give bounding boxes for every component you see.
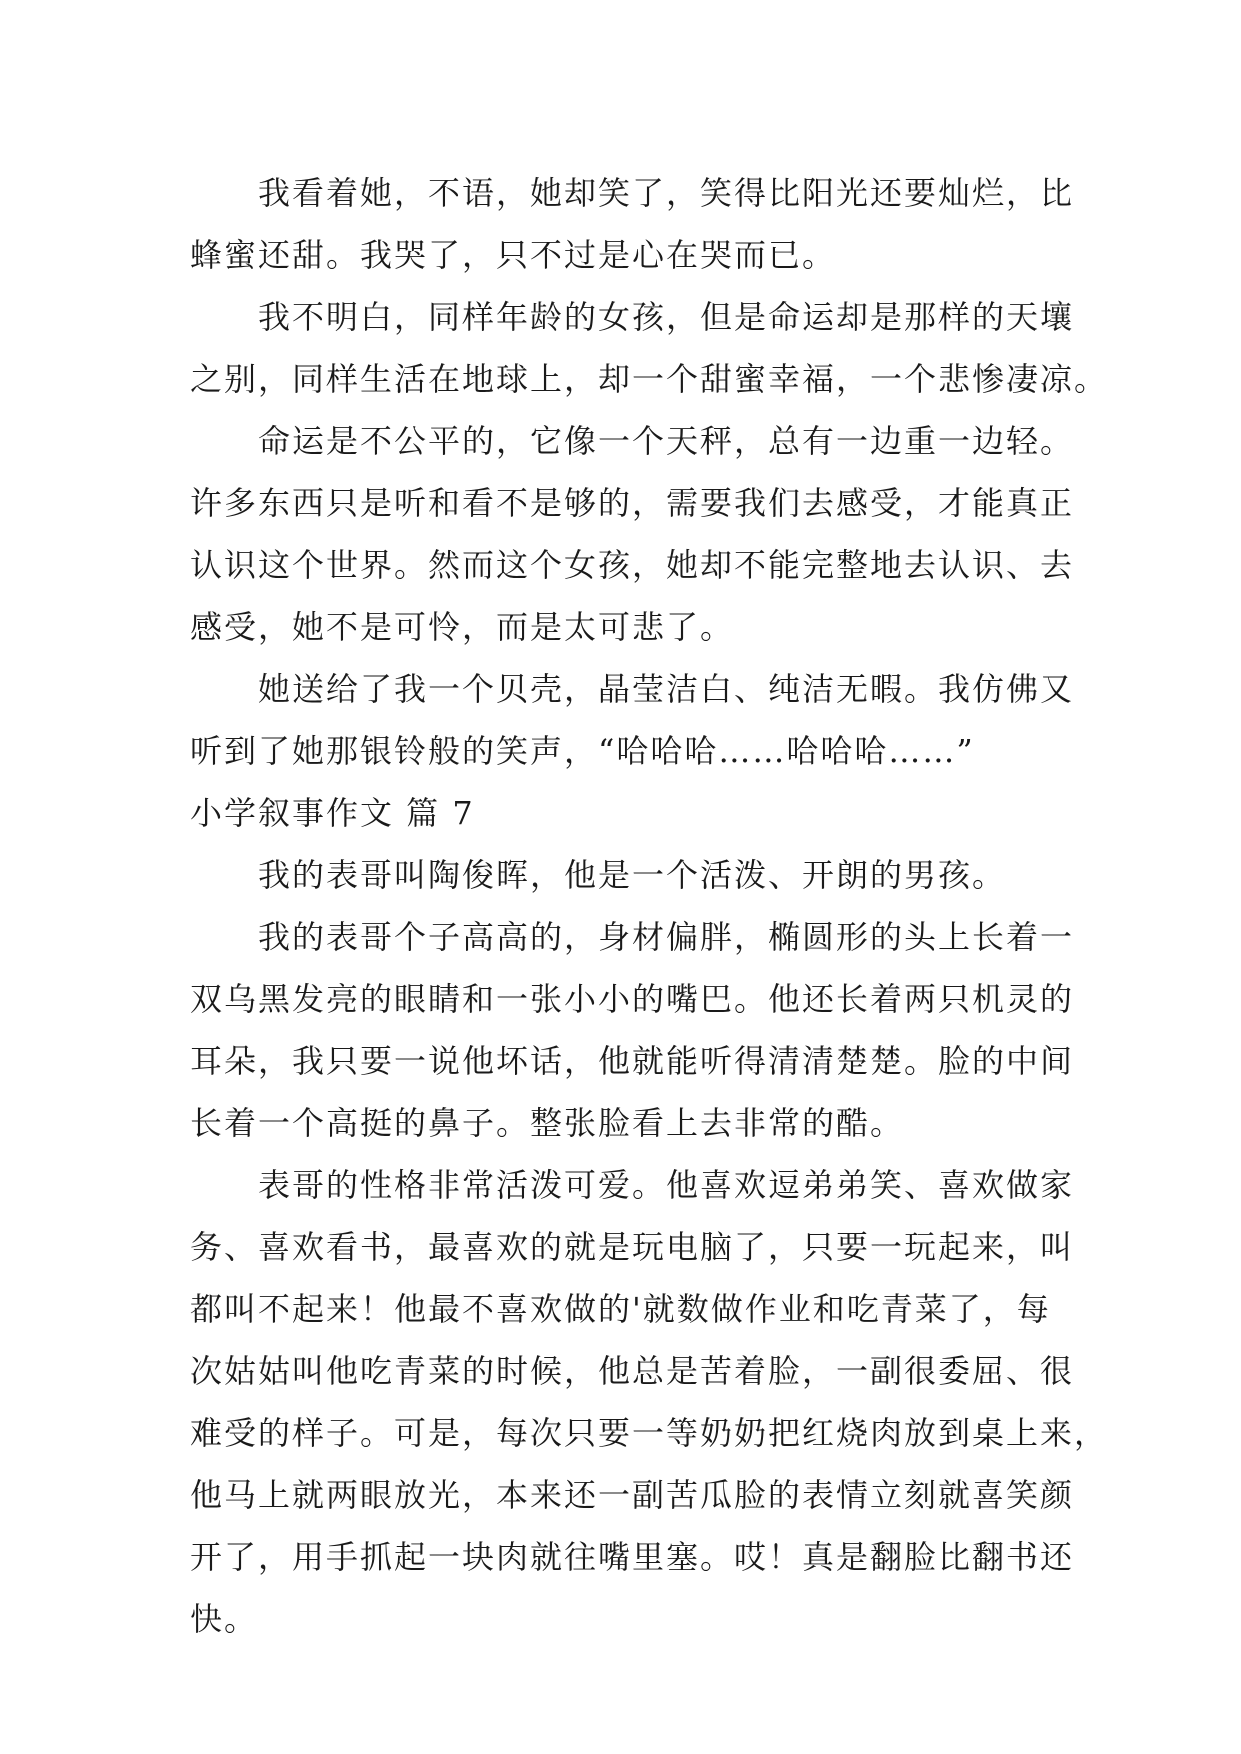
text-line: 我看着她，不语，她却笑了，笑得比阳光还要灿烂，比 bbox=[258, 174, 1075, 212]
text-line: 他马上就两眼放光，本来还一副苦瓜脸的表情立刻就喜笑颜 bbox=[190, 1476, 1075, 1514]
text-line: 听到了她那银铃般的笑声，“哈哈哈……哈哈哈……” bbox=[190, 732, 975, 770]
text-line: 我不明白，同样年龄的女孩，但是命运却是那样的天壤 bbox=[258, 298, 1075, 336]
text-line: 我的表哥个子高高的，身材偏胖，椭圆形的头上长着一 bbox=[258, 918, 1075, 956]
text-line: 命运是不公平的，它像一个天秤，总有一边重一边轻。 bbox=[258, 422, 1075, 460]
text-line: 耳朵，我只要一说他坏话，他就能听得清清楚楚。脸的中间 bbox=[190, 1042, 1075, 1080]
text-line: 之别，同样生活在地球上，却一个甜蜜幸福，一个悲惨凄凉。 bbox=[190, 360, 1109, 398]
text-line: 认识这个世界。然而这个女孩，她却不能完整地去认识、去 bbox=[190, 546, 1075, 584]
text-line: 我的表哥叫陶俊晖，他是一个活泼、开朗的男孩。 bbox=[258, 856, 1007, 894]
text-line: 都叫不起来！他最不喜欢做的'就数做作业和吃青菜了，每 bbox=[190, 1290, 1051, 1328]
text-line: 表哥的性格非常活泼可爱。他喜欢逗弟弟笑、喜欢做家 bbox=[258, 1166, 1075, 1204]
section-heading: 小学叙事作文 篇 7 bbox=[190, 794, 475, 832]
text-line: 快。 bbox=[190, 1600, 259, 1638]
text-line: 她送给了我一个贝壳，晶莹洁白、纯洁无暇。我仿佛又 bbox=[258, 670, 1075, 708]
text-line: 许多东西只是听和看不是够的，需要我们去感受，才能真正 bbox=[190, 484, 1075, 522]
text-line: 蜂蜜还甜。我哭了，只不过是心在哭而已。 bbox=[190, 236, 837, 274]
text-line: 务、喜欢看书，最喜欢的就是玩电脑了，只要一玩起来，叫 bbox=[190, 1228, 1075, 1266]
text-line: 双乌黑发亮的眼睛和一张小小的嘴巴。他还长着两只机灵的 bbox=[190, 980, 1075, 1018]
document-body bbox=[190, 162, 1109, 1650]
text-line: 长着一个高挺的鼻子。整张脸看上去非常的酷。 bbox=[190, 1104, 905, 1142]
text-line: 开了，用手抓起一块肉就往嘴里塞。哎！真是翻脸比翻书还 bbox=[190, 1538, 1075, 1576]
text-line: 感受，她不是可怜，而是太可悲了。 bbox=[190, 608, 735, 646]
text-line: 难受的样子。可是，每次只要一等奶奶把红烧肉放到桌上来， bbox=[190, 1414, 1109, 1452]
text-line: 次姑姑叫他吃青菜的时候，他总是苦着脸，一副很委屈、很 bbox=[190, 1352, 1075, 1390]
